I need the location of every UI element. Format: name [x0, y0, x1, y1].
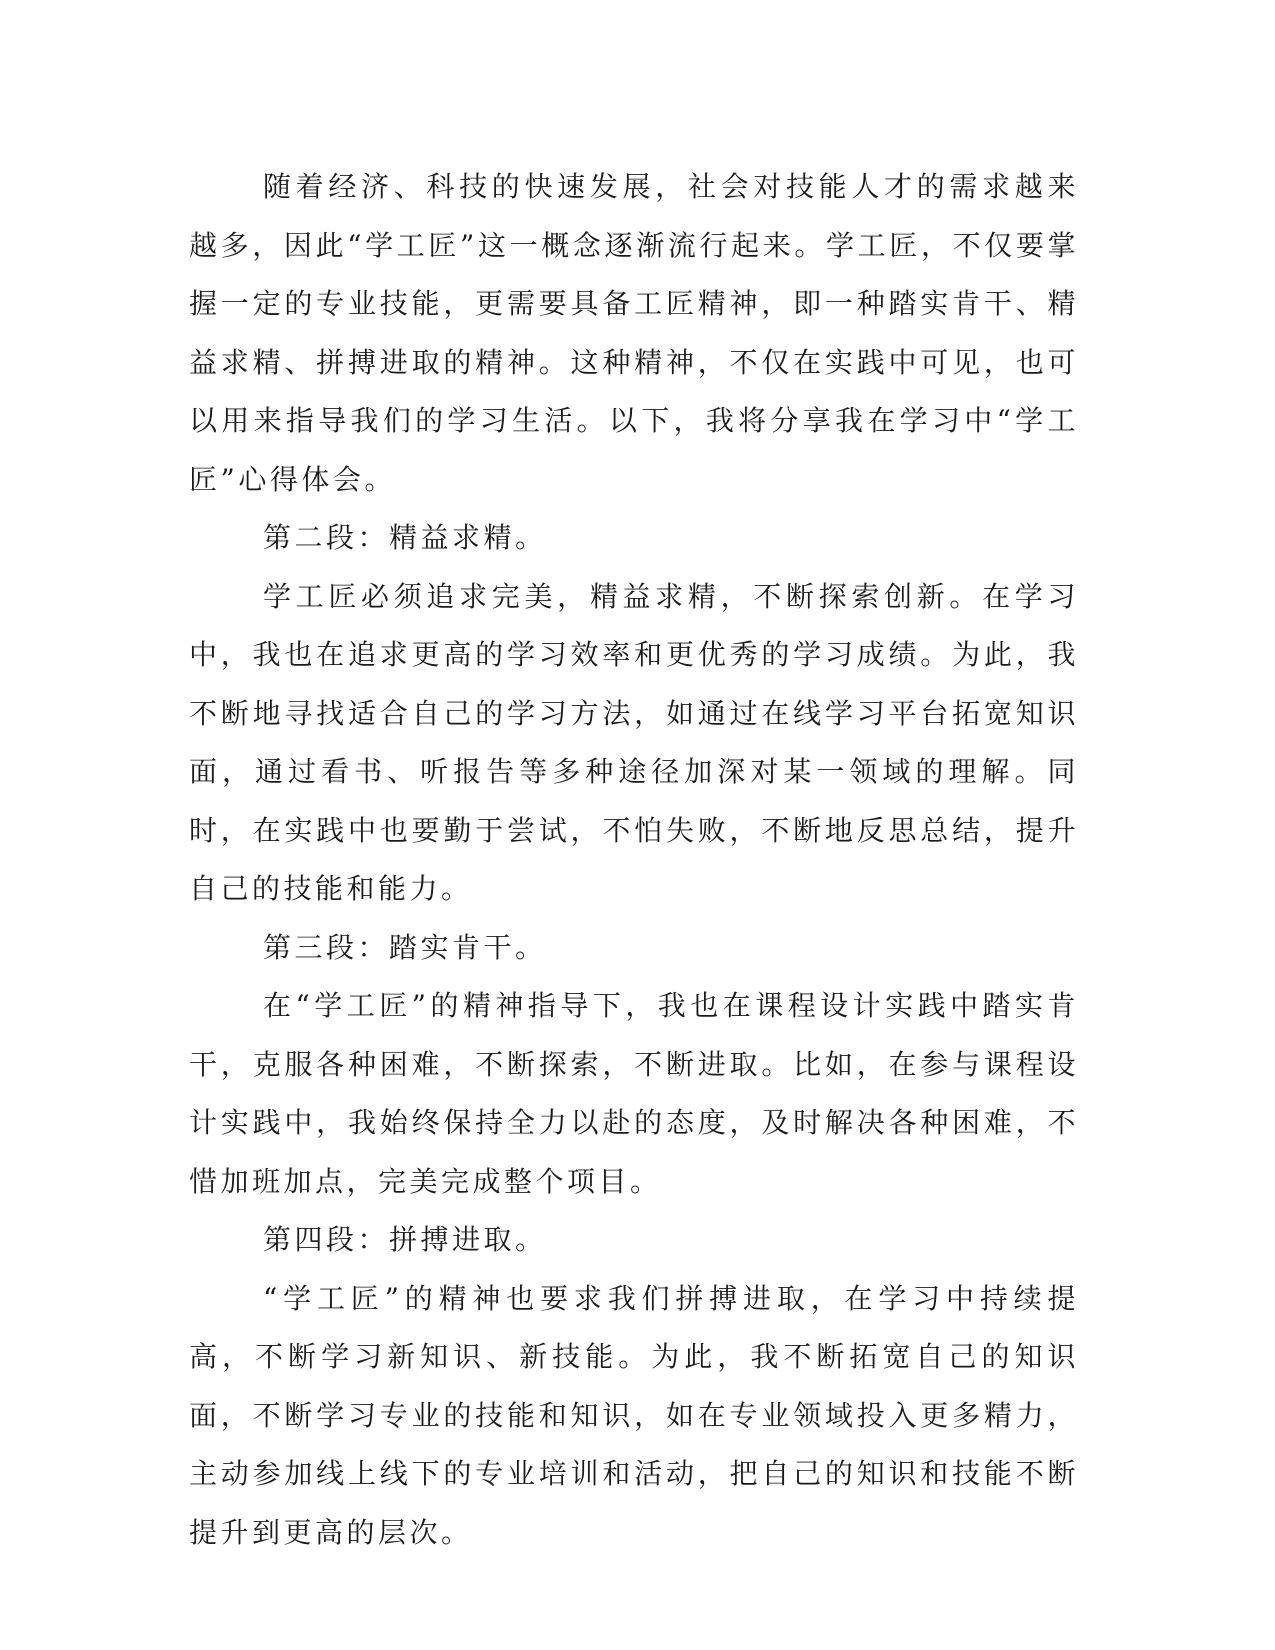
section-heading-2: 第二段：精益求精。	[263, 521, 547, 554]
paragraph-section-2: 学工匠必须追求完美，精益求精，不断探索创新。在学习中，我也在追求更高的学习效率和更优秀的学习成绩。为此，我不断地寻找适合自己的学习方法，如通过在线学习平台拓宽知识面，通过看书、听报告等多种途径加深对某一领域的理解。同时，在实践中也要勤于尝试，不怕失败，不断地反思总结，提升自己的技能和能力。	[189, 579, 1079, 905]
section-heading-4: 第四段：拼搏进取。	[263, 1223, 547, 1256]
paragraph-section-4: “学工匠”的精神也要求我们拼搏进取，在学习中持续提高，不断学习新知识、新技能。为此，我不断拓宽自己的知识面，不断学习专业的技能和知识，如在专业领域投入更多精力，主动参加线上线下的专业培训和活动，把自己的知识和技能不断提升到更高的层次。	[189, 1281, 1079, 1549]
document-body	[189, 158, 1079, 1562]
section-heading-3: 第三段：踏实肯干。	[263, 930, 547, 964]
paragraph-intro: 随着经济、科技的快速发展，社会对技能人才的需求越来越多，因此“学工匠”这一概念逐渐流行起来。学工匠，不仅要掌握一定的专业技能，更需要具备工匠精神，即一种踏实肯干、精益求精、拼搏进取的精神。这种精神，不仅在实践中可见，也可以用来指导我们的学习生活。以下，我将分享我在学习中“学工匠”心得体会。	[189, 170, 1079, 496]
paragraph-section-3: 在“学工匠”的精神指导下，我也在课程设计实践中踏实肯干，克服各种困难，不断探索，不断进取。比如，在参与课程设计实践中，我始终保持全力以赴的态度，及时解决各种困难，不惜加班加点，完美完成整个项目。	[189, 989, 1079, 1198]
